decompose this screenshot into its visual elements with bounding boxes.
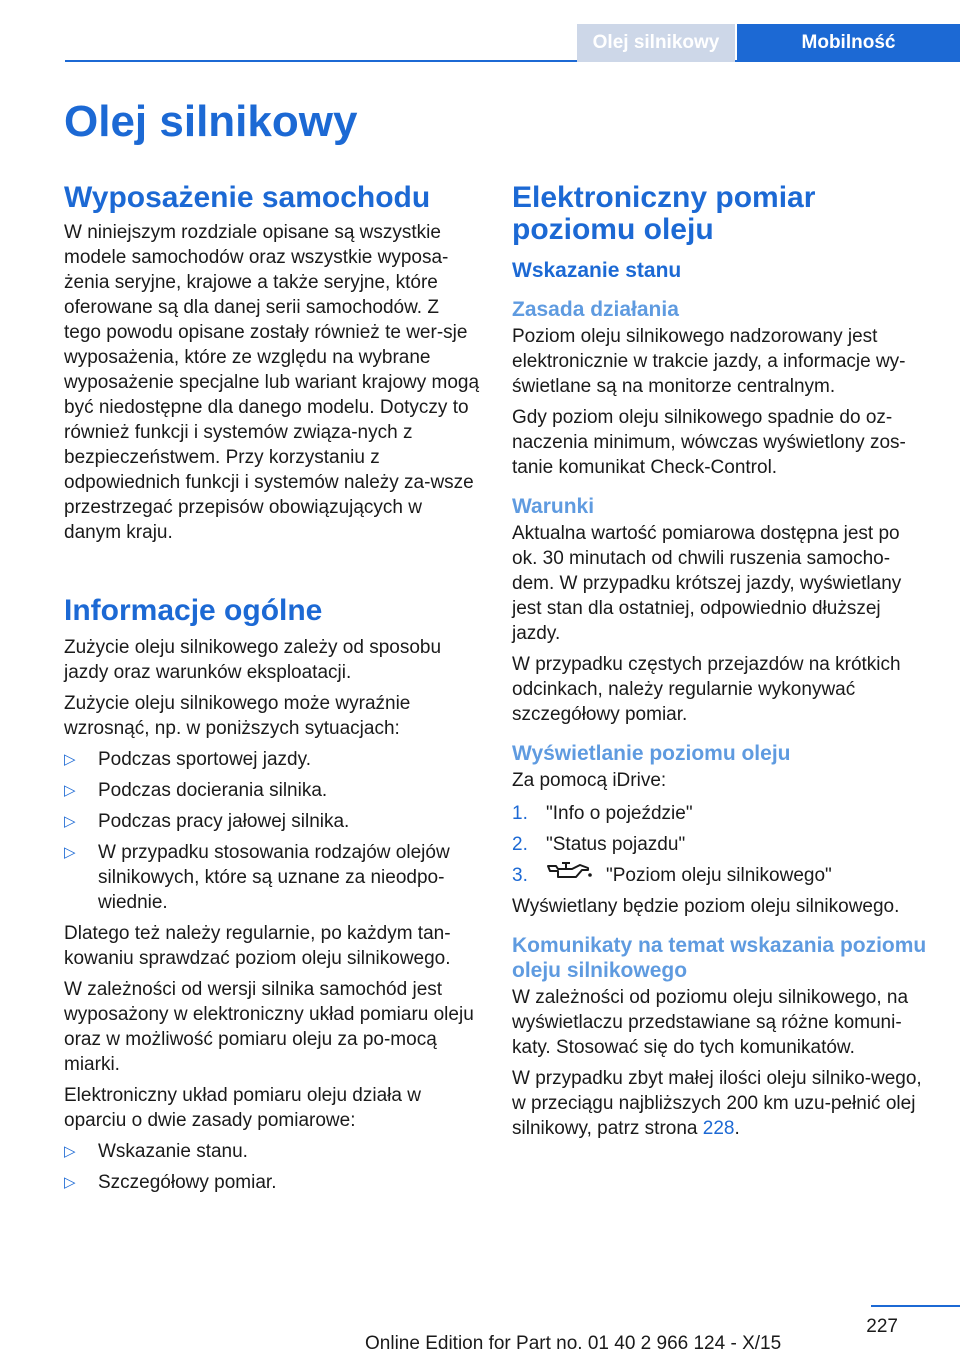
list-item: ▷ Szczegółowy pomiar. (64, 1172, 277, 1193)
right-column (512, 182, 928, 1141)
section-tab[interactable]: Olej silnikowy (577, 24, 735, 62)
list-item: 2. "Status pojazdu" (512, 834, 686, 855)
paragraph-principle-1: Poziom oleju silnikowego nadzorowany jest elektronicznie w trakcie jazdy, a informacje wy-świetlane są na monitorze centralnym. (512, 326, 906, 397)
list-item: ▷ Podczas docierania silnika. (64, 780, 328, 801)
paragraph-general-2: Zużycie oleju silnikowego może wyraźnie wzrosnąć, np. w poniższych sytuacjach: (64, 693, 411, 739)
triangle-bullet-icon: ▷ (64, 1174, 76, 1191)
heading-status-indicator: Wskazanie stanu (512, 259, 682, 282)
paragraph-general-5: Elektroniczny układ pomiaru oleju działa w oparciu o dwie zasady pomiarowe: (64, 1085, 421, 1131)
paragraph-general-1: Zużycie oleju silnikowego zależy od sposobu jazdy oraz warunków eksploatacji. (64, 637, 442, 683)
paragraph-principle-2: Gdy poziom oleju silnikowego spadnie do oz-naczenia minimum, wówczas wyświetlony zos-tanie komunikat Check-Control. (512, 407, 906, 478)
page-title: Olej silnikowy (64, 97, 358, 146)
triangle-bullet-icon: ▷ (64, 813, 76, 830)
oil-can-icon (546, 860, 594, 887)
list-item: ▷ Podczas sportowej jazdy. (64, 749, 311, 770)
paragraph-general-4: W zależności od wersji silnika samochód jest wyposażony w elektroniczny układ pomiaru oleju oraz w możliwość pomiaru oleju za po-mocą miarki. (64, 979, 474, 1075)
chapter-tab[interactable]: Mobilność (737, 24, 960, 62)
heading-general: Informacje ogólne (64, 594, 323, 627)
situations-list (64, 747, 480, 915)
heading-display-oil-level: Wyświetlanie poziomu oleju (512, 742, 791, 765)
heading-conditions: Warunki (512, 495, 595, 518)
footer-rule (871, 1305, 960, 1307)
page-link[interactable]: 228 (702, 1118, 735, 1139)
paragraph-general-3: Dlatego też należy regularnie, po każdym tan-kowaniu sprawdzać poziom oleju silnikowego. (64, 923, 451, 969)
paragraph-conditions-2: W przypadku częstych przejazdów na krótkich odcinkach, należy regularnie wykonywać szczegółowy pomiar. (512, 654, 901, 725)
paragraph-conditions-1: Aktualna wartość pomiarowa dostępna jest po ok. 30 minutach od chwili ruszenia samocho-dem. W przypadku krótszej jazdy, wyświetlany jest stan dla ostatniej, odpowiednio dłuższej jazdy. (512, 523, 902, 644)
heading-principle: Zasada działania (512, 298, 679, 321)
list-item: 3. "Poziom oleju silnikowego" (512, 863, 928, 888)
left-column (64, 182, 480, 1195)
list-item: ▷ Wskazanie stanu. (64, 1141, 248, 1162)
triangle-bullet-icon: ▷ (64, 1143, 76, 1160)
list-item: ▷ W przypadku stosowania rodzajów olejów silnikowych, które są uznane za nieodpo-wiednie. (64, 842, 450, 913)
paragraph-display-result: Wyświetlany będzie poziom oleju silnikowego. (512, 896, 900, 917)
edition-footer: Online Edition for Part no. 01 40 2 966 124 - X/15 (365, 1333, 782, 1354)
paragraph-messages-2: W przypadku zbyt małej ilości oleju silniko-wego, w przeciągu najbliższych 200 km uzu-pełnić olej silnikowy, patrz strona 228. (512, 1068, 922, 1139)
list-item: ▷ Podczas pracy jałowej silnika. (64, 811, 350, 832)
principles-list (64, 1139, 480, 1195)
triangle-bullet-icon: ▷ (64, 782, 76, 799)
paragraph-equipment: W niniejszym rozdziale opisane są wszystkie modele samochodów oraz wszystkie wyposa-żenia seryjne, krajowe a także seryjne, które oferowane są dla danej serii samochodów. Z tego powodu opisane zostały również te wer-sje wyposażenia, które ze względu na wybrane wyposażenie specjalne lub wariant krajowy mogą być niedostępne dla danego modelu. Dotyczy to również funkcji i systemów związa-nych z bezpieczeństwem. Przy korzystaniu z odpowiednich funkcji i systemów należy za-wsze przestrzegać przepisów obowiązujących w danym kraju. (64, 222, 480, 543)
heading-electronic-measurement: Elektroniczny pomiar poziomu oleju (512, 181, 816, 246)
page-number: 227 (866, 1316, 898, 1337)
paragraph-display-intro: Za pomocą iDrive: (512, 770, 667, 791)
triangle-bullet-icon: ▷ (64, 751, 76, 768)
heading-equipment: Wyposażenie samochodu (64, 181, 431, 214)
paragraph-messages-1: W zależności od poziomu oleju silnikowego, na wyświetlaczu przedstawiane są różne komuni-katy. Stosować się do tych komunikatów. (512, 987, 909, 1058)
idrive-steps (512, 801, 928, 888)
list-item: 1. "Info o pojeździe" (512, 803, 693, 824)
heading-messages: Komunikaty na temat wskazania poziomu oleju silnikowego (512, 934, 927, 982)
triangle-bullet-icon: ▷ (64, 844, 76, 861)
